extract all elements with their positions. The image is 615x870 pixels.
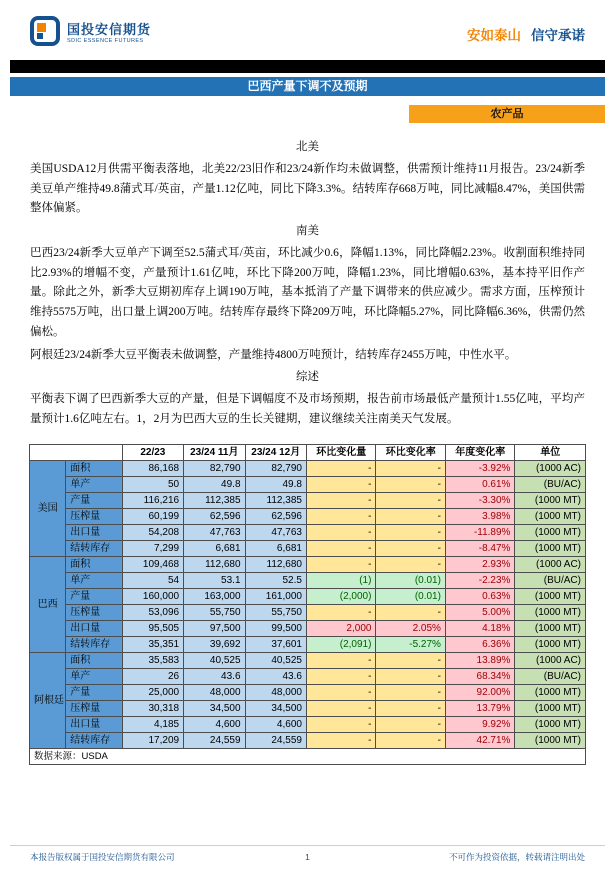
mom-change-pct-cell: - (376, 716, 446, 732)
table-row (30, 652, 586, 668)
yoy-change-cell: -2.23% (445, 572, 515, 588)
metric-label-cell: 压榨量 (66, 604, 122, 620)
metric-label-cell: 产量 (66, 492, 122, 508)
table-source-row (30, 748, 586, 764)
unit-cell: (1000 MT) (515, 508, 586, 524)
value-cell-23-24-nov: 6,681 (184, 540, 245, 556)
yoy-change-cell: 0.61% (445, 476, 515, 492)
metric-label-cell: 结转库存 (66, 636, 122, 652)
value-cell-22-23: 35,351 (122, 636, 183, 652)
mom-change-qty-cell: - (306, 492, 376, 508)
yoy-change-cell: 0.63% (445, 588, 515, 604)
yoy-change-cell: -3.30% (445, 492, 515, 508)
mom-change-pct-cell: - (376, 556, 446, 572)
column-header: 年度变化率 (445, 444, 515, 460)
value-cell-23-24-nov: 55,750 (184, 604, 245, 620)
value-cell-23-24-nov: 4,600 (184, 716, 245, 732)
country-cell: 巴西 (30, 556, 66, 652)
yoy-change-cell: 68.34% (445, 668, 515, 684)
table-row (30, 732, 586, 748)
value-cell-23-24-nov: 24,559 (184, 732, 245, 748)
value-cell-22-23: 30,318 (122, 700, 183, 716)
unit-cell: (1000 MT) (515, 684, 586, 700)
value-cell-23-24-nov: 163,000 (184, 588, 245, 604)
table-row (30, 668, 586, 684)
paragraph-summary: 平衡表下调了巴西新季大豆的产量，但是下调幅度不及市场预期，报告前市场最低产量预计1.55亿吨，平均产量预计1.6亿吨左右。1，2月为巴西大豆的生长关键期，建议继续关注南美天气发展。 (30, 393, 585, 425)
unit-cell: (1000 MT) (515, 524, 586, 540)
company-logo-icon (30, 16, 60, 51)
mom-change-qty-cell: - (306, 508, 376, 524)
mom-change-qty-cell: - (306, 668, 376, 684)
value-cell-23-24-nov: 34,500 (184, 700, 245, 716)
mom-change-qty-cell: - (306, 524, 376, 540)
yoy-change-cell: 92.00% (445, 684, 515, 700)
value-cell-22-23: 95,505 (122, 620, 183, 636)
unit-cell: (1000 MT) (515, 588, 586, 604)
value-cell-23-24-dec: 40,525 (245, 652, 306, 668)
column-header: 23/24 11月 (184, 444, 245, 460)
metric-label-cell: 面积 (66, 652, 122, 668)
value-cell-23-24-nov: 40,525 (184, 652, 245, 668)
value-cell-22-23: 17,209 (122, 732, 183, 748)
metric-label-cell: 面积 (66, 460, 122, 476)
value-cell-23-24-nov: 53.1 (184, 572, 245, 588)
data-source: 数据来源：USDA (30, 748, 586, 764)
company-slogan (467, 24, 585, 44)
metric-label-cell: 产量 (66, 684, 122, 700)
yoy-change-cell: 2.93% (445, 556, 515, 572)
mom-change-qty-cell: (1) (306, 572, 376, 588)
value-cell-23-24-dec: 99,500 (245, 620, 306, 636)
mom-change-qty-cell: - (306, 460, 376, 476)
value-cell-23-24-nov: 48,000 (184, 684, 245, 700)
value-cell-23-24-dec: 4,600 (245, 716, 306, 732)
metric-label-cell: 结转库存 (66, 732, 122, 748)
mom-change-qty-cell: - (306, 700, 376, 716)
company-name-cn: 国投安信期货 (67, 21, 152, 37)
metric-label-cell: 单产 (66, 668, 122, 684)
value-cell-22-23: 54,208 (122, 524, 183, 540)
report-body (30, 138, 585, 430)
yoy-change-cell: 42.71% (445, 732, 515, 748)
table-row (30, 604, 586, 620)
value-cell-23-24-dec: 62,596 (245, 508, 306, 524)
paragraph-argentina: 阿根廷23/24新季大豆平衡表未做调整，产量维持4800万吨预计，结转库存2455万吨，中性水平。 (30, 348, 517, 361)
value-cell-23-24-dec: 47,763 (245, 524, 306, 540)
mom-change-pct-cell: (0.01) (376, 572, 446, 588)
mom-change-qty-cell: - (306, 540, 376, 556)
value-cell-22-23: 26 (122, 668, 183, 684)
slogan-blue: 信守承诺 (531, 27, 585, 43)
table-row (30, 636, 586, 652)
value-cell-22-23: 60,199 (122, 508, 183, 524)
value-cell-22-23: 4,185 (122, 716, 183, 732)
unit-cell: (1000 MT) (515, 492, 586, 508)
table-row (30, 508, 586, 524)
paragraph-brazil: 巴西23/24新季大豆单产下调至52.5蒲式耳/英亩，环比减少0.6，降幅1.13%，同比降幅2.23%。收割面积维持同比2.93%的增幅不变，产量预计1.61亿吨，环比下降200万吨，降幅1.23%，同比增幅0.63%，基本持平旧作产量。除此之外，新季大豆期初库存上调190万吨，基本抵消了产量下调带来的供应减少。需求方面，压榨预计维持5575万吨，出口量上调200万吨。结转库存最终下降209万吨，环比降幅5.27%，同比降幅6.36%，供需仍然偏松。 (30, 246, 585, 338)
page-header (0, 0, 615, 60)
metric-label-cell: 压榨量 (66, 700, 122, 716)
value-cell-23-24-dec: 43.6 (245, 668, 306, 684)
value-cell-23-24-dec: 112,385 (245, 492, 306, 508)
unit-cell: (BU/AC) (515, 668, 586, 684)
table-header-row (30, 444, 586, 460)
value-cell-23-24-nov: 49.8 (184, 476, 245, 492)
value-cell-23-24-dec: 48,000 (245, 684, 306, 700)
value-cell-22-23: 160,000 (122, 588, 183, 604)
header-divider-bar (10, 60, 605, 73)
value-cell-23-24-nov: 43.6 (184, 668, 245, 684)
value-cell-23-24-dec: 82,790 (245, 460, 306, 476)
mom-change-pct-cell: - (376, 476, 446, 492)
column-header: 单位 (515, 444, 586, 460)
value-cell-23-24-dec: 34,500 (245, 700, 306, 716)
table-row (30, 700, 586, 716)
page-number: 1 (305, 852, 310, 862)
section-heading-summary: 综述 (296, 371, 319, 384)
value-cell-22-23: 54 (122, 572, 183, 588)
metric-label-cell: 单产 (66, 476, 122, 492)
unit-cell: (1000 MT) (515, 540, 586, 556)
mom-change-qty-cell: - (306, 684, 376, 700)
table-row (30, 556, 586, 572)
mom-change-pct-cell: - (376, 700, 446, 716)
mom-change-pct-cell: - (376, 732, 446, 748)
table-row (30, 540, 586, 556)
value-cell-23-24-nov: 112,680 (184, 556, 245, 572)
metric-label-cell: 结转库存 (66, 540, 122, 556)
mom-change-pct-cell: - (376, 652, 446, 668)
metric-label-cell: 压榨量 (66, 508, 122, 524)
column-header: 环比变化率 (376, 444, 446, 460)
yoy-change-cell: 13.89% (445, 652, 515, 668)
unit-cell: (1000 MT) (515, 700, 586, 716)
metric-label-cell: 出口量 (66, 716, 122, 732)
mom-change-pct-cell: 2.05% (376, 620, 446, 636)
value-cell-22-23: 116,216 (122, 492, 183, 508)
column-header: 22/23 (122, 444, 183, 460)
mom-change-qty-cell: 2,000 (306, 620, 376, 636)
unit-cell: (1000 MT) (515, 636, 586, 652)
mom-change-pct-cell: - (376, 604, 446, 620)
report-title-bar: 巴西产量下调不及预期 (10, 77, 605, 96)
yoy-change-cell: -11.89% (445, 524, 515, 540)
page-footer (10, 845, 605, 863)
yoy-change-cell: 6.36% (445, 636, 515, 652)
metric-label-cell: 产量 (66, 588, 122, 604)
unit-cell: (1000 AC) (515, 556, 586, 572)
mom-change-pct-cell: (0.01) (376, 588, 446, 604)
unit-cell: (1000 AC) (515, 652, 586, 668)
value-cell-23-24-dec: 6,681 (245, 540, 306, 556)
mom-change-pct-cell: - (376, 524, 446, 540)
mom-change-qty-cell: - (306, 732, 376, 748)
mom-change-pct-cell: - (376, 540, 446, 556)
unit-cell: (1000 MT) (515, 716, 586, 732)
unit-cell: (1000 MT) (515, 620, 586, 636)
value-cell-23-24-nov: 112,385 (184, 492, 245, 508)
mom-change-qty-cell: (2,000) (306, 588, 376, 604)
value-cell-22-23: 53,096 (122, 604, 183, 620)
column-header (30, 444, 123, 460)
usda-balance-sheet-table (29, 444, 586, 765)
mom-change-qty-cell: - (306, 556, 376, 572)
mom-change-qty-cell: - (306, 716, 376, 732)
value-cell-22-23: 109,468 (122, 556, 183, 572)
unit-cell: (BU/AC) (515, 476, 586, 492)
mom-change-qty-cell: - (306, 604, 376, 620)
company-name-en: SDIC ESSENCE FUTURES (67, 37, 144, 44)
value-cell-23-24-nov: 62,596 (184, 508, 245, 524)
section-heading-south-america: 南美 (296, 225, 319, 238)
slogan-orange: 安如泰山 (467, 27, 521, 43)
category-badge: 农产品 (409, 105, 605, 123)
table-row (30, 716, 586, 732)
footer-copyright: 本报告版权属于国投安信期货有限公司 (30, 852, 175, 862)
value-cell-23-24-dec: 24,559 (245, 732, 306, 748)
table-row (30, 524, 586, 540)
mom-change-pct-cell: - (376, 460, 446, 476)
value-cell-23-24-dec: 55,750 (245, 604, 306, 620)
value-cell-22-23: 35,583 (122, 652, 183, 668)
value-cell-23-24-nov: 39,692 (184, 636, 245, 652)
value-cell-23-24-dec: 49.8 (245, 476, 306, 492)
yoy-change-cell: 9.92% (445, 716, 515, 732)
value-cell-23-24-dec: 52.5 (245, 572, 306, 588)
table-row (30, 588, 586, 604)
country-cell: 阿根廷 (30, 652, 66, 748)
unit-cell: (1000 MT) (515, 604, 586, 620)
table-row (30, 572, 586, 588)
mom-change-pct-cell: - (376, 492, 446, 508)
value-cell-23-24-nov: 47,763 (184, 524, 245, 540)
value-cell-22-23: 86,168 (122, 460, 183, 476)
column-header: 环比变化量 (306, 444, 376, 460)
value-cell-22-23: 7,299 (122, 540, 183, 556)
category-badge-row (10, 105, 605, 123)
table-row (30, 684, 586, 700)
yoy-change-cell: 3.98% (445, 508, 515, 524)
value-cell-23-24-nov: 97,500 (184, 620, 245, 636)
footer-disclaimer: 不可作为投资依据，转载请注明出处 (448, 852, 585, 862)
yoy-change-cell: -8.47% (445, 540, 515, 556)
table-row (30, 476, 586, 492)
mom-change-qty-cell: - (306, 476, 376, 492)
mom-change-pct-cell: - (376, 668, 446, 684)
mom-change-pct-cell: -5.27% (376, 636, 446, 652)
mom-change-qty-cell: (2,091) (306, 636, 376, 652)
table-row (30, 492, 586, 508)
paragraph-north-america: 美国USDA12月供需平衡表落地，北美22/23旧作和23/24新作均未做调整，供需预计维持11月报告。23/24新季美豆单产维持49.8蒲式耳/英亩，产量1.12亿吨，同比下降3.3%。结转库存668万吨，同比减幅8.47%，美国供需整体偏紧。 (30, 162, 585, 215)
unit-cell: (BU/AC) (515, 572, 586, 588)
yoy-change-cell: 5.00% (445, 604, 515, 620)
value-cell-23-24-nov: 82,790 (184, 460, 245, 476)
metric-label-cell: 单产 (66, 572, 122, 588)
value-cell-22-23: 50 (122, 476, 183, 492)
table-row (30, 620, 586, 636)
mom-change-pct-cell: - (376, 684, 446, 700)
company-logo-block (30, 16, 151, 51)
company-name-block (67, 23, 151, 44)
yoy-change-cell: -3.92% (445, 460, 515, 476)
value-cell-23-24-dec: 37,601 (245, 636, 306, 652)
yoy-change-cell: 4.18% (445, 620, 515, 636)
metric-label-cell: 出口量 (66, 620, 122, 636)
mom-change-qty-cell: - (306, 652, 376, 668)
metric-label-cell: 面积 (66, 556, 122, 572)
unit-cell: (1000 AC) (515, 460, 586, 476)
value-cell-23-24-dec: 112,680 (245, 556, 306, 572)
country-cell: 美国 (30, 460, 66, 556)
value-cell-22-23: 25,000 (122, 684, 183, 700)
column-header: 23/24 12月 (245, 444, 306, 460)
table-row (30, 460, 586, 476)
unit-cell: (1000 MT) (515, 732, 586, 748)
mom-change-pct-cell: - (376, 508, 446, 524)
section-heading-north-america: 北美 (296, 141, 319, 153)
metric-label-cell: 出口量 (66, 524, 122, 540)
value-cell-23-24-dec: 161,000 (245, 588, 306, 604)
yoy-change-cell: 13.79% (445, 700, 515, 716)
